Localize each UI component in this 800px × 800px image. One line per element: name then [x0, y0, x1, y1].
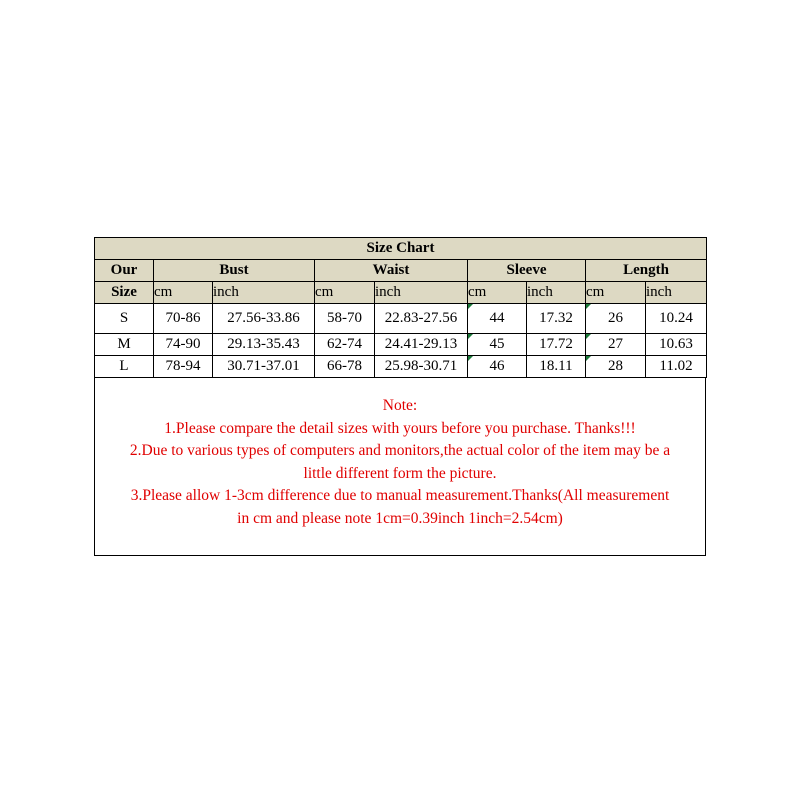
length-inch-cell: 11.02 [646, 356, 707, 378]
unit-length-inch: inch [646, 282, 707, 304]
bust-cm-cell: 70-86 [154, 304, 213, 334]
notes-heading: Note: [382, 397, 418, 414]
unit-sleeve-inch: inch [527, 282, 586, 304]
sleeve-cm-cell: 46 [468, 356, 527, 378]
bust-cm-cell: 74-90 [154, 334, 213, 356]
header-length: Length [586, 260, 707, 282]
size-cell: S [95, 304, 154, 334]
unit-waist-cm: cm [315, 282, 375, 304]
size-chart [94, 237, 706, 556]
unit-bust-cm: cm [154, 282, 213, 304]
waist-inch-cell: 22.83-27.56 [375, 304, 468, 334]
unit-bust-inch: inch [213, 282, 315, 304]
note-line: little different form the picture. [303, 464, 497, 482]
header-bust: Bust [154, 260, 315, 282]
length-cm-cell: 27 [586, 334, 646, 356]
table-row [95, 356, 707, 378]
header-sleeve: Sleeve [468, 260, 586, 282]
sleeve-inch-cell: 17.72 [527, 334, 586, 356]
table-row [95, 304, 707, 334]
unit-waist-inch: inch [375, 282, 468, 304]
chart-title: Size Chart [95, 238, 707, 260]
length-inch-cell: 10.63 [646, 334, 707, 356]
header-size: Size [95, 282, 154, 304]
note-line: in cm and please note 1cm=0.39inch 1inch=2.54cm) [237, 509, 563, 527]
note-line: 2.Due to various types of computers and monitors,the actual color of the item may be a [129, 442, 671, 459]
bust-cm-cell: 78-94 [154, 356, 213, 378]
notes-box [94, 378, 706, 556]
header-our: Our [95, 260, 154, 282]
note-line: 3.Please allow 1-3cm difference due to manual measurement.Thanks(All measurement [130, 487, 670, 504]
header-waist: Waist [315, 260, 468, 282]
header-row-units [95, 282, 707, 304]
waist-inch-cell: 24.41-29.13 [375, 334, 468, 356]
bust-inch-cell: 27.56-33.86 [213, 304, 315, 334]
length-inch-cell: 10.24 [646, 304, 707, 334]
sleeve-inch-cell: 17.32 [527, 304, 586, 334]
sleeve-inch-cell: 18.11 [527, 356, 586, 378]
sleeve-cm-cell: 45 [468, 334, 527, 356]
waist-cm-cell: 58-70 [315, 304, 375, 334]
size-chart-table [94, 237, 707, 378]
size-cell: M [95, 334, 154, 356]
waist-cm-cell: 62-74 [315, 334, 375, 356]
size-cell: L [95, 356, 154, 378]
bust-inch-cell: 29.13-35.43 [213, 334, 315, 356]
bust-inch-cell: 30.71-37.01 [213, 356, 315, 378]
unit-length-cm: cm [586, 282, 646, 304]
length-cm-cell: 26 [586, 304, 646, 334]
waist-inch-cell: 25.98-30.71 [375, 356, 468, 378]
note-line: 1.Please compare the detail sizes with yours before you purchase. Thanks!!! [164, 419, 636, 437]
sleeve-cm-cell: 44 [468, 304, 527, 334]
waist-cm-cell: 66-78 [315, 356, 375, 378]
unit-sleeve-cm: cm [468, 282, 527, 304]
header-row-groups [95, 260, 707, 282]
length-cm-cell: 28 [586, 356, 646, 378]
table-row [95, 334, 707, 356]
title-row [95, 238, 707, 260]
